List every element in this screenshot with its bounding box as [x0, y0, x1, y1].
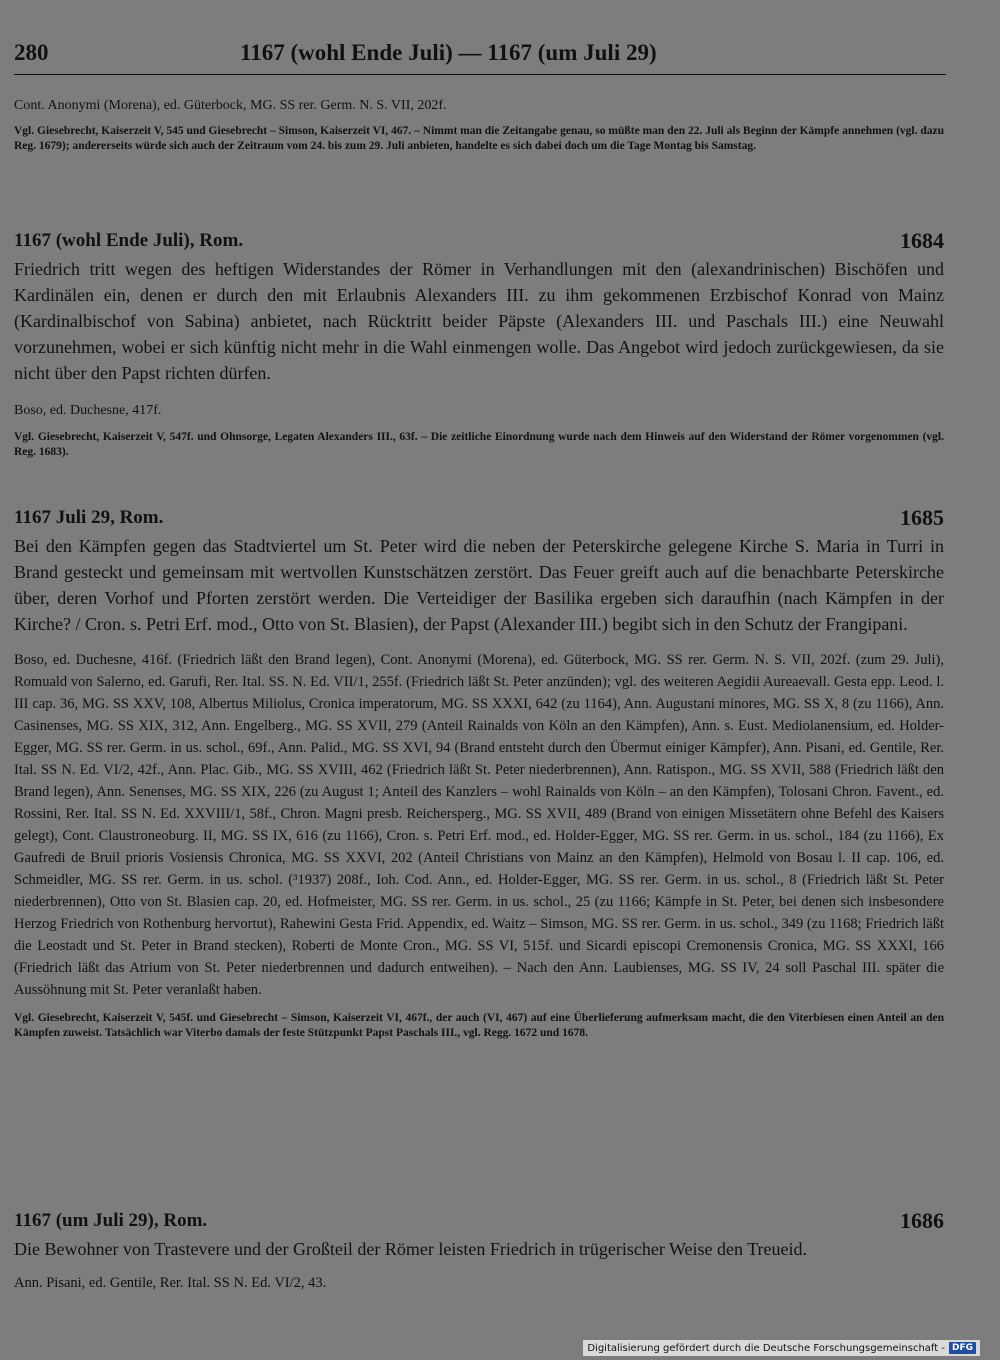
regest-text: Die Bewohner von Trastevere und der Großteil der Römer leisten Friedrich in trügerischer Weise den Treueid.: [14, 1239, 808, 1259]
regest-header: [14, 507, 944, 533]
page-number: 280: [14, 40, 49, 65]
regest-text: Friedrich tritt wegen des heftigen Widerstandes der Römer in Verhandlungen mit den (alexandrinischen) Bischöfen und Kardinälen ein, denen er durch den mit Erlaubnis Alexanders III. zu ihm gekommenen Erzbischof Konrad von Mainz (Kardinalbischof von Sabina) anbietet, nach Rücktritt beider Päpste (Alexanders III. und Paschals III.) eine Neuwahl vorzunehmen, wobei er sich künftig nicht mehr in die Wahl einmengen wolle. Das Angebot wird jedoch zurückgewiesen, da sie nicht über den Papst richten dürfen.: [14, 259, 944, 383]
intro-source: Cont. Anonymi (Morena), ed. Güterbock, MG. SS rer. Germ. N. S. VII, 202f.: [14, 98, 447, 113]
regest-number: 1684: [900, 228, 944, 253]
intro-block: [14, 97, 944, 154]
regest-entry: [14, 507, 944, 1041]
running-title: 1167 (wohl Ende Juli) — 1167 (um Juli 29): [240, 40, 657, 65]
regest-number: 1686: [900, 1208, 944, 1233]
regest-sources: Boso, ed. Duchesne, 417f.: [14, 403, 162, 418]
regest-header: [14, 1210, 944, 1236]
regest-note: Vgl. Giesebrecht, Kaiserzeit V, 545f. und Giesebrecht – Simson, Kaiserzeit VI, 467f., der auch (VI, 467) auf eine Überlieferung aufmerksam macht, die den Viterbiesen einen Anteil an den Kämpfen zuweist. Tatsächlich war Viterbo damals der feste Stützpunkt Papst Paschals III., vgl. Regg. 1672 und 1678.: [14, 1012, 944, 1039]
intro-note: Vgl. Giesebrecht, Kaiserzeit V, 545 und Giesebrecht – Simson, Kaiserzeit VI, 467. – Nimmt man die Zeitangabe genau, so müßte man den 22. Juli als Beginn der Kämpfe annehmen (vgl. dazu Reg. 1679); andererseits würde sich auch der Zeitraum vom 24. bis zum 29. Juli anbieten, handelte es sich dabei doch um die Tage Montag bis Samstag.: [14, 125, 944, 152]
regest-text: Bei den Kämpfen gegen das Stadtviertel um St. Peter wird die neben der Peterskirche gelegene Kirche S. Maria in Turri in Brand gesteckt und gemeinsam mit wertvollen Kunstschätzen zerstört. Das Feuer greift auch auf die benachbarte Peterskirche über, deren Vorhof und Pforten zerstört werden. Die Verteidiger der Basilika ergeben sich daraufhin (nach Kämpfen in der Kirche? / Cron. s. Petri Erf. mod., Otto von St. Blasien), der Papst (Alexander III.) begibt sich in den Schutz der Frangipani.: [14, 536, 944, 634]
regest-entry: [14, 230, 944, 460]
footer-text: Digitalisierung gefördert durch die Deutsche Forschungsgemeinschaft -: [587, 1342, 945, 1354]
page-header: [14, 40, 946, 75]
regest-sources: Boso, ed. Duchesne, 416f. (Friedrich läßt den Brand legen), Cont. Anonymi (Morena), ed. Güterbock, MG. SS rer. Germ. N. S. VII, 202f. (zum 29. Juli), Romuald von Salerno, ed. Garufi, Rer. Ital. SS. N. Ed. VII/1, 255f. (Friedrich läßt St. Peter anzünden); vgl. des weiteren Aegidii Aureaevall. Gesta epp. Leod. l. III cap. 36, MG. SS XXV, 108, Albertus Miliolus, Cronica imperatorum, MG. SS XXXI, 642 (zu 1164), Ann. Augustani minores, MG. SS X, 8 (zu 1166), Ann. Casinenses, MG. SS XIX, 312, Ann. Engelberg., MG. SS XVII, 279 (Anteil Rainalds von Köln an den Kämpfen), Ann. s. Eust. Mediolanensium, ed. Holder-Egger, MG. SS rer. Germ. in us. schol., 69f., Ann. Palid., MG. SS XVI, 94 (Brand entsteht durch den Übermut einiger Kämpfer), Ann. Pisani, ed. Gentile, Rer. Ital. SS N. Ed. VI/2, 42f., Ann. Plac. Gib., MG. SS XVIII, 462 (Friedrich läßt St. Peter niederbrennen), Ann. Ratispon., MG. SS XVII, 588 (Friedrich läßt den Brand legen), Ann. Senenses, MG. SS XIX, 226 (zu August 1; Anteil des Kanzlers – wohl Rainalds von Köln – an den Kämpfen), Tolosani Chron. Favent., ed. Rossini, Rer. Ital. SS N. Ed. XXVIII/1, 58f., Chron. Magni presb. Reichersperg., MG. SS XVII, 489 (Brand von einigen Missetätern ohne Befehl des Kaisers gelegt), Cont. Claustroneoburg. II, MG. SS IX, 616 (zu 1166), Cron. s. Petri Erf. mod., ed. Holder-Egger, MG. SS rer. Germ. in us. schol., 184 (zu 1166), Ex Gaufredi de Bruil prioris Vosiensis Chronica, MG. SS XXVI, 202 (Anteil Christians von Mainz an den Kämpfen), Helmold von Bosau l. II cap. 106, ed. Schmeidler, MG. SS rer. Germ. in us. schol. (³1937) 208f., Ioh. Cod. Ann., ed. Holder-Egger, MG. SS rer. Germ. in us. schol., 8 (Friedrich läßt St. Peter niederbrennen), Otto von St. Blasien cap. 20, ed. Hofmeister, MG. SS rer. Germ. in us. schol., 25 (zu 1166; Kämpfe in St. Peter, bei denen sich insbesondere Herzog Friedrich von Rothenburg hervortut), Rahewini Gesta Frid. Appendix, ed. Waitz – Simson, MG. SS rer. Germ. in us. schol., 349 (zu 1168; Friedrich läßt die Leostadt und St. Peter in Brand stecken), Roberti de Monte Cron., MG. SS VI, 515f. und Sicardi episcopi Cremonensis Cronica, MG. SS XXXI, 166 (Friedrich läßt das Atrium von St. Peter niederbrennen und dadurch entweihen). – Nach den Ann. Laubienses, MG. SS IV, 24 soll Paschal III. später die Aussöhnung mit St. Peter veranlaßt haben.: [14, 652, 944, 998]
regest-entry: [14, 1210, 944, 1294]
dfg-footer: [583, 1340, 980, 1356]
regest-date: 1167 Juli 29, Rom.: [14, 507, 164, 528]
regest-number: 1685: [900, 505, 944, 530]
dfg-logo: DFG: [949, 1342, 976, 1354]
regest-note: Vgl. Giesebrecht, Kaiserzeit V, 547f. und Ohnsorge, Legaten Alexanders III., 63f. – Die zeitliche Einordnung wurde nach dem Hinweis auf den Widerstand der Römer vorgenommen (vgl. Reg. 1683).: [14, 431, 944, 458]
regest-header: [14, 230, 944, 256]
regest-sources: Ann. Pisani, ed. Gentile, Rer. Ital. SS N. Ed. VI/2, 43.: [14, 1275, 327, 1291]
regest-date: 1167 (um Juli 29), Rom.: [14, 1210, 208, 1231]
regest-date: 1167 (wohl Ende Juli), Rom.: [14, 230, 244, 251]
